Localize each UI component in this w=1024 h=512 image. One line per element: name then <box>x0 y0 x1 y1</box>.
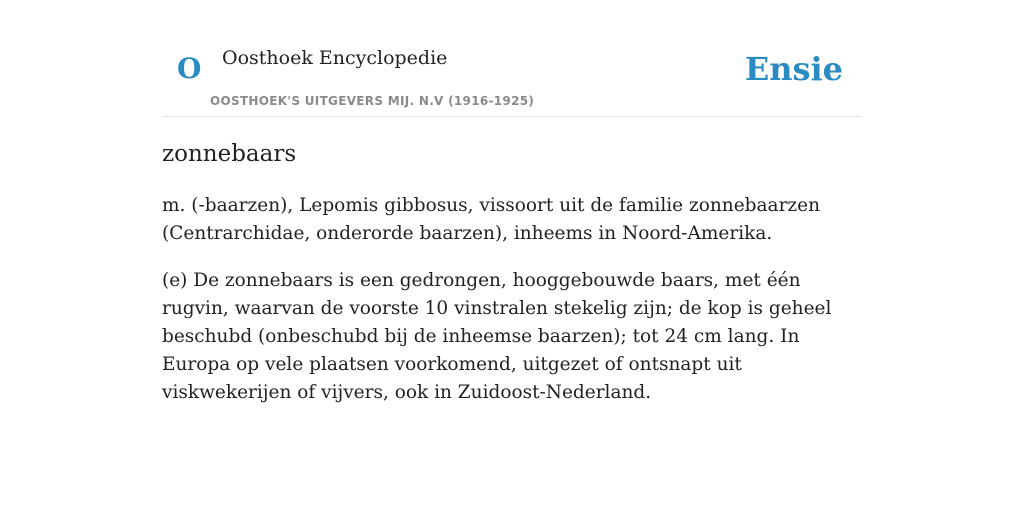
publisher-label: OOSTHOEK'S UITGEVERS MIJ. N.V (1916-1925) <box>210 94 535 108</box>
entry-content <box>162 138 862 407</box>
book-title-link[interactable]: Oosthoek Encyclopedie <box>222 47 448 69</box>
ensie-brand-link[interactable]: Ensie <box>744 50 843 88</box>
book-logo-link[interactable]: O <box>177 52 202 85</box>
entry-paragraph: m. (-baarzen), Lepomis gibbosus, vissoort uit de familie zonnebaarzen (Centrarchidae, onderorde baarzen), inheems in Noord-Amerika. <box>162 195 821 244</box>
site-header <box>162 0 862 117</box>
entry-paragraph: (e) De zonnebaars is een gedrongen, hooggebouwde baars, met één rugvin, waarvan de voorste 10 vinstralen stekelig zijn; de kop is geheel beschubd (onbeschubd bij de inheemse baarzen); tot 24 cm lang. In Europa op vele plaatsen voorkomend, uitgezet of ontsnapt uit viskwekerijen of vijvers, ook in Zuidoost-Nederland. <box>162 270 832 403</box>
entry-title: zonnebaars <box>162 141 297 167</box>
